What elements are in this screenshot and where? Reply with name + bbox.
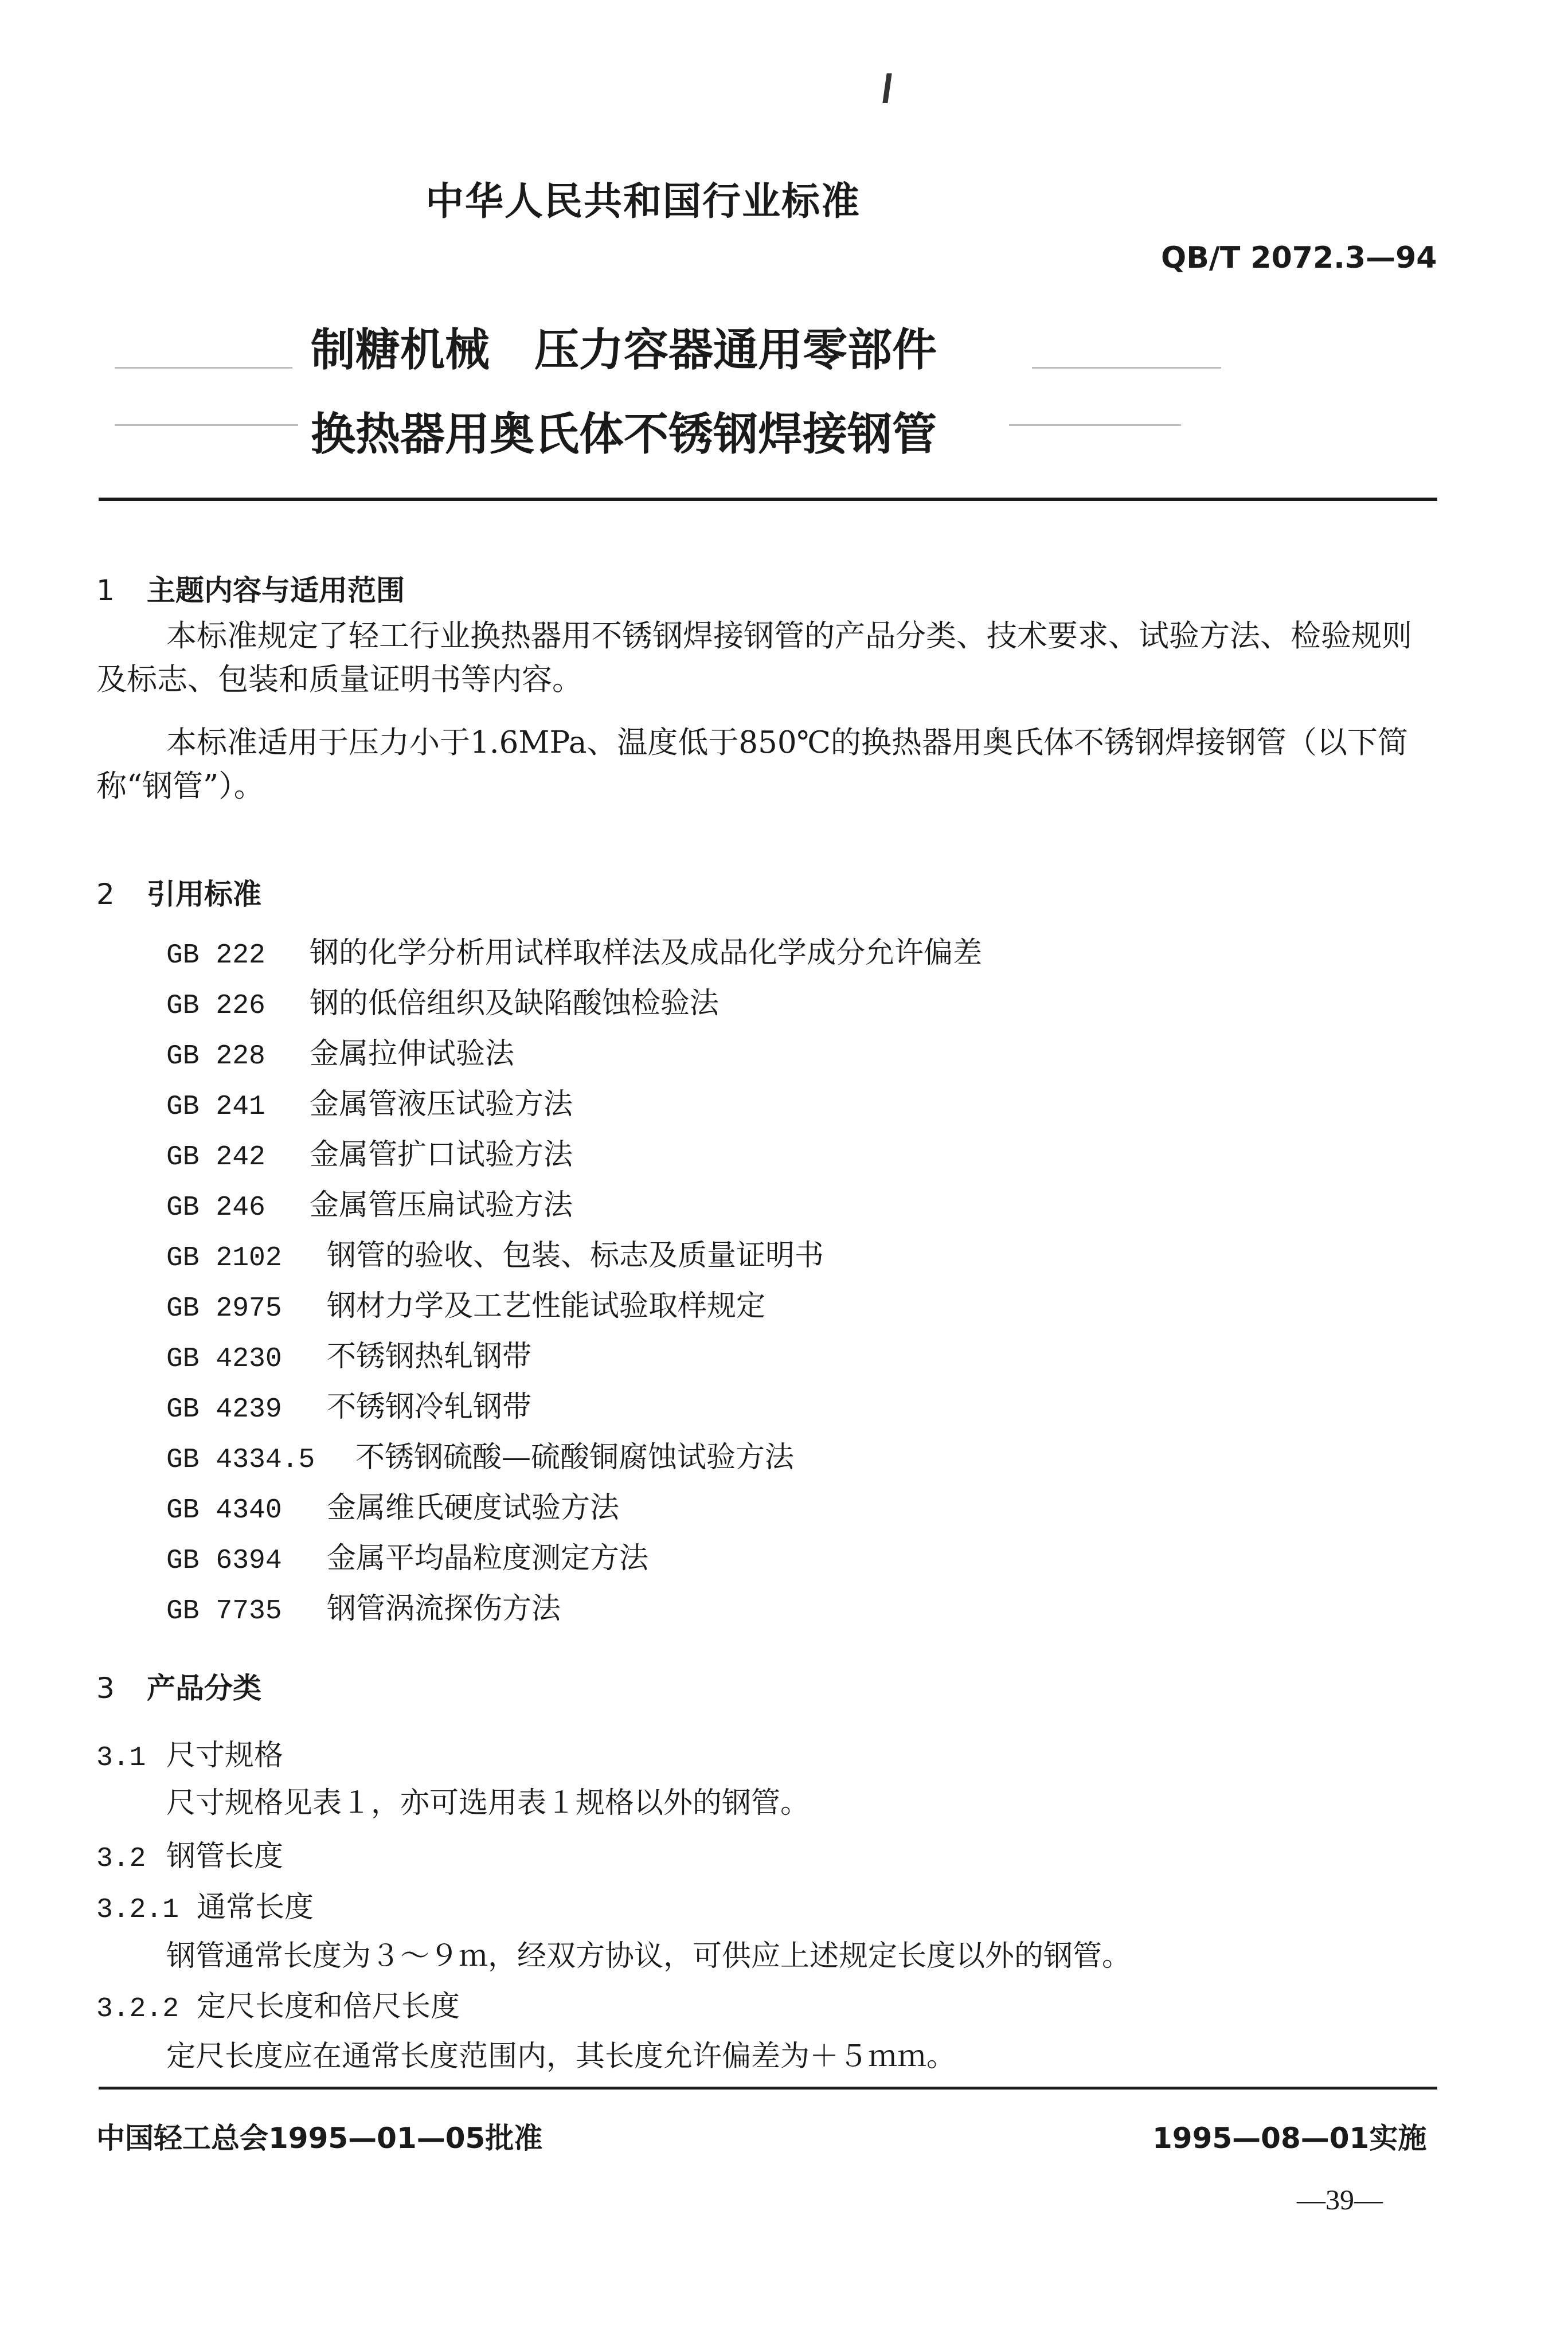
reference-code: GB 246 — [166, 1192, 265, 1223]
effective-date: 1995—08—01实施 — [1152, 2122, 1427, 2155]
reference-name: 金属管扩口试验方法 — [310, 1138, 573, 1172]
reference-item — [166, 1181, 573, 1223]
reference-item — [166, 1433, 794, 1476]
scan-mark — [882, 73, 891, 103]
reference-code: GB 2102 — [166, 1243, 282, 1274]
reference-item — [166, 929, 982, 971]
page-number: —39— — [1297, 2184, 1383, 2216]
standard-code: QB/T 2072.3—94 — [1161, 241, 1437, 275]
reference-code: GB 222 — [166, 940, 265, 971]
reference-item — [166, 1584, 561, 1627]
subsection-title: 定尺长度和倍尺长度 — [197, 1990, 460, 2024]
subsection-title: 尺寸规格 — [166, 1739, 284, 1773]
subsection-number: 3.2.2 — [96, 1994, 179, 2025]
reference-name: 金属维氏硬度试验方法 — [327, 1491, 620, 1525]
subsection-3-1-text: 尺寸规格见表１，亦可选用表１规格以外的钢管。 — [166, 1786, 810, 1820]
subsection-number: 3.1 — [96, 1743, 146, 1774]
subsection-title: 钢管长度 — [166, 1840, 284, 1873]
subsection-3-2-heading — [96, 1832, 283, 1875]
subsection-3-2-2-heading — [96, 1982, 460, 2025]
reference-code: GB 241 — [166, 1091, 265, 1122]
reference-code: GB 4340 — [166, 1495, 282, 1526]
reference-item — [166, 1383, 531, 1425]
reference-name: 钢材力学及工艺性能试验取样规定 — [327, 1289, 766, 1323]
reference-item — [166, 1130, 573, 1173]
section-3-heading — [96, 1665, 261, 1707]
reference-name: 钢管的验收、包装、标志及质量证明书 — [327, 1239, 824, 1273]
scan-speck — [115, 424, 298, 426]
section-number: 1 — [96, 574, 115, 607]
subsection-title: 通常长度 — [197, 1891, 314, 1924]
reference-code: GB 4230 — [166, 1344, 282, 1375]
section-1-heading — [96, 568, 405, 609]
reference-name: 不锈钢冷轧钢带 — [327, 1390, 532, 1424]
subsection-number: 3.2.1 — [96, 1895, 179, 1926]
scan-speck — [1009, 424, 1181, 426]
reference-item — [166, 979, 719, 1022]
section-1-paragraph-2: 本标准适用于压力小于1.6MPa、温度低于850℃的换热器用奥氏体不锈钢焊接钢管（以下简称“钢管”）。 — [96, 725, 1408, 804]
reference-code: GB 226 — [166, 991, 265, 1022]
reference-item — [166, 1484, 619, 1526]
scan-speck — [1032, 367, 1221, 369]
reference-code: GB 4334.5 — [166, 1445, 315, 1476]
reference-name: 不锈钢硫酸—硫酸铜腐蚀试验方法 — [355, 1441, 795, 1474]
reference-name: 金属管液压试验方法 — [310, 1087, 573, 1121]
subsection-number: 3.2 — [96, 1844, 146, 1875]
standard-category: 中华人民共和国行业标准 — [425, 179, 861, 224]
subsection-3-2-1-heading — [96, 1883, 314, 1926]
reference-code: GB 242 — [166, 1142, 265, 1173]
document-title-line1: 制糖机械 压力容器通用零部件 — [311, 324, 937, 376]
document-title-line2: 换热器用奥氏体不锈钢焊接钢管 — [311, 409, 937, 460]
section-number: 2 — [96, 878, 115, 911]
reference-item — [166, 1030, 514, 1072]
subsection-3-2-1-text: 钢管通常长度为３～９ｍ，经双方协议，可供应上述规定长度以外的钢管。 — [166, 1939, 1132, 1973]
reference-code: GB 6394 — [166, 1545, 282, 1576]
reference-name: 金属拉伸试验法 — [310, 1037, 515, 1071]
section-2-heading — [96, 871, 261, 913]
section-title: 主题内容与适用范围 — [147, 574, 405, 607]
reference-code: GB 4239 — [166, 1394, 282, 1425]
section-title: 产品分类 — [147, 1672, 261, 1705]
reference-name: 钢的低倍组织及缺陷酸蚀检验法 — [310, 987, 720, 1020]
reference-name: 钢的化学分析用试样取样法及成品化学成分允许偏差 — [310, 936, 983, 970]
reference-item — [166, 1534, 648, 1576]
subsection-3-1-heading — [96, 1731, 283, 1774]
approval-note: 中国轻工总会1995—01—05批准 — [96, 2122, 543, 2155]
reference-item — [166, 1231, 824, 1274]
reference-item — [166, 1282, 765, 1324]
reference-item — [166, 1332, 531, 1375]
reference-code: GB 2975 — [166, 1293, 282, 1324]
footer-rule — [99, 2087, 1437, 2090]
reference-name: 金属平均晶粒度测定方法 — [327, 1541, 649, 1575]
section-title: 引用标准 — [147, 878, 261, 911]
scan-speck — [115, 367, 292, 369]
section-1-paragraph-1: 本标准规定了轻工行业换热器用不锈钢焊接钢管的产品分类、技术要求、试验方法、检验规则及标志、包装和质量证明书等内容。 — [96, 619, 1412, 697]
reference-name: 钢管涡流探伤方法 — [327, 1592, 561, 1626]
reference-item — [166, 1080, 573, 1122]
reference-code: GB 228 — [166, 1041, 265, 1072]
header-rule — [99, 498, 1437, 501]
reference-name: 金属管压扁试验方法 — [310, 1188, 573, 1222]
section-number: 3 — [96, 1672, 115, 1705]
reference-code: GB 7735 — [166, 1596, 282, 1627]
subsection-3-2-2-text: 定尺长度应在通常长度范围内，其长度允许偏差为＋５ｍｍ。 — [166, 2040, 956, 2073]
reference-name: 不锈钢热轧钢带 — [327, 1340, 532, 1374]
